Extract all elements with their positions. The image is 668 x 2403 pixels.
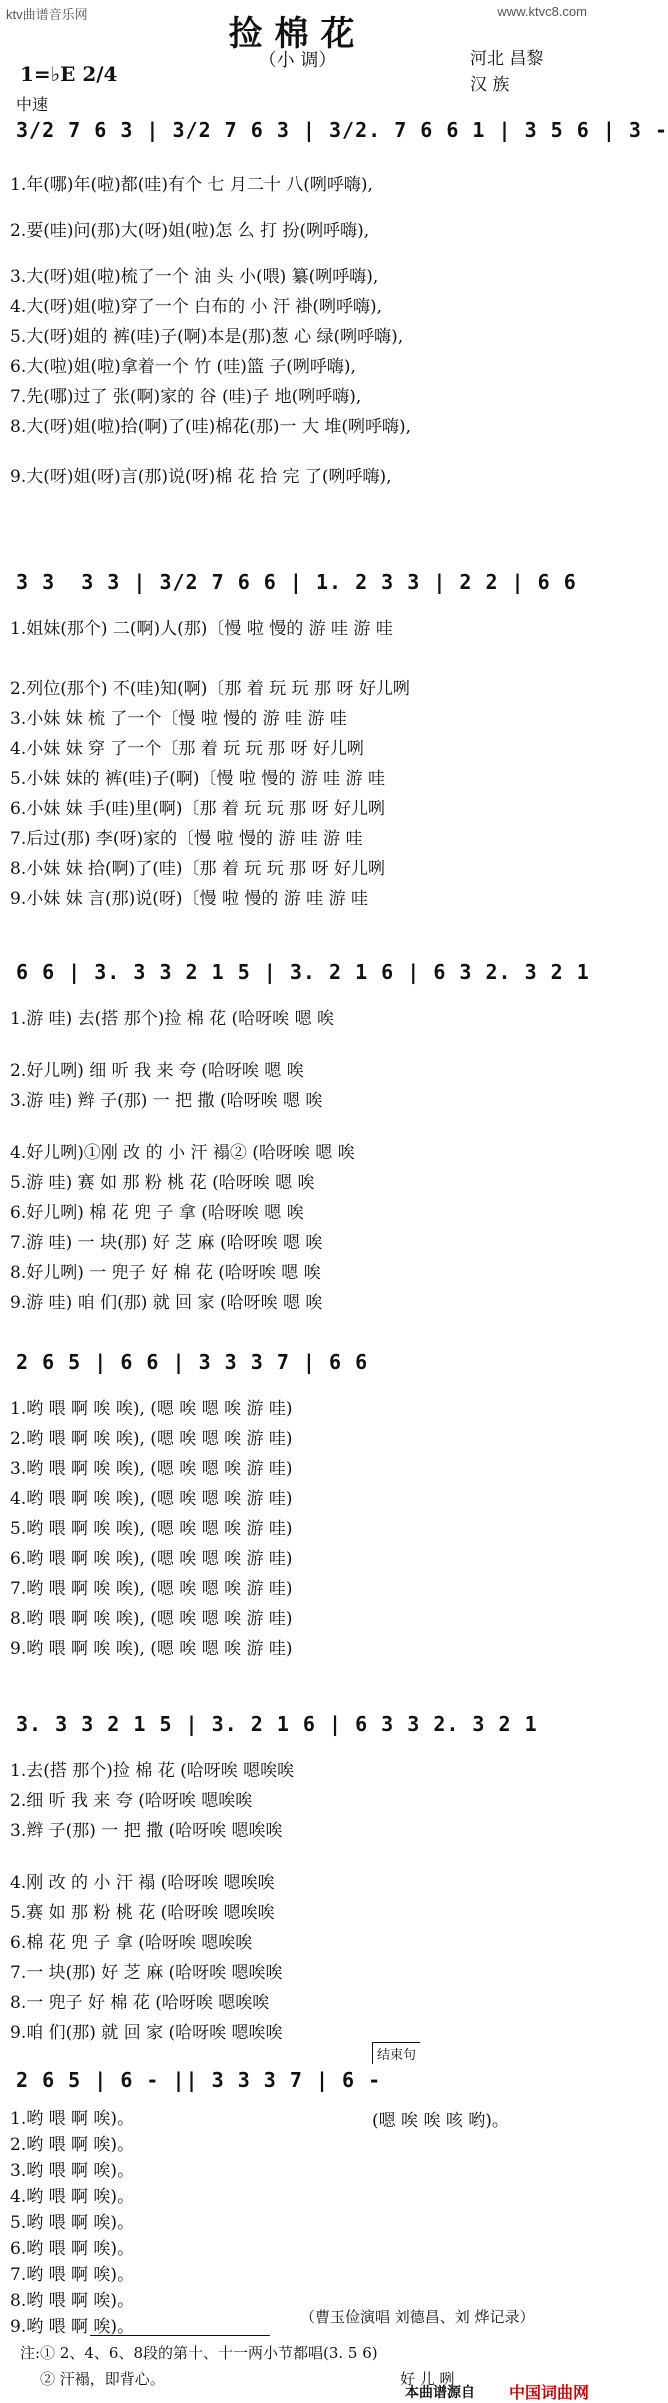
lyric-line: 1.哟 喂 啊 唉)。 xyxy=(10,2109,135,2129)
lyric-line: 6.好儿咧) 棉 花 兜 子 拿 (哈呀唉 嗯 唉 xyxy=(10,1203,304,1223)
lyric-line: 4.小妹 妹 穿 了一个〔那 着 玩 玩 那 呀 好儿咧 xyxy=(10,739,364,759)
lyric-line: 2.好儿咧) 细 听 我 来 夸 (哈呀唉 嗯 唉 xyxy=(10,1061,304,1081)
lyric-line: 6.大(啦)姐(啦)拿着一个 竹 (哇)篮 子(咧呼嗨), xyxy=(10,357,356,377)
lyric-line: 6.小妹 妹 手(哇)里(啊)〔那 着 玩 玩 那 呀 好儿咧 xyxy=(10,799,385,819)
lyric-line: 8.好儿咧) 一 兜子 好 棉 花 (哈呀唉 嗯 唉 xyxy=(10,1263,321,1283)
notation-line: 2 6 5 | 6 - || 3 3 3 7 | 6 - xyxy=(16,2068,382,2092)
lyric-line: 2.哟 喂 啊 唉)。 xyxy=(10,2135,135,2155)
lyric-line: 9.小妹 妹 言(那)说(呀)〔慢 啦 慢的 游 哇 游 哇 xyxy=(10,889,368,909)
ending-phrase-label: 结束句 xyxy=(372,2042,420,2064)
lyric-line: 6.棉 花 兜 子 拿 (哈呀唉 嗯唉唉 xyxy=(10,1933,253,1953)
footnote-divider xyxy=(90,2335,270,2336)
notation-line: 3/2 7 6 3 | 3/2 7 6 3 | 3/2. 7 6 6 1 | 3 5 6 | 3 - xyxy=(16,118,668,142)
lyric-line: 9.哟 喂 啊 唉)。 xyxy=(10,2317,135,2337)
lyric-line: 4.哟 喂 啊 唉 唉), (嗯 唉 嗯 唉 游 哇) xyxy=(10,1489,293,1509)
song-title: 捡棉花 xyxy=(228,14,367,54)
performer-credit: （曹玉俭演唱 刘德昌、刘 烨记录） xyxy=(300,2308,535,2326)
lyric-line: 4.刚 改 的 小 汗 褟 (哈呀唉 嗯唉唉 xyxy=(10,1873,275,1893)
lyric-line: 6.哟 喂 啊 唉)。 xyxy=(10,2239,135,2259)
lyric-line: 6.哟 喂 啊 唉 唉), (嗯 唉 嗯 唉 游 哇) xyxy=(10,1549,293,1569)
lyric-line: 5.大(呀)姐的 裤(哇)子(啊)本是(那)葱 心 绿(咧呼嗨), xyxy=(10,327,404,347)
lyric-line: 2.列位(那个) 不(哇)知(啊)〔那 着 玩 玩 那 呀 好儿咧 xyxy=(10,679,410,699)
lyrics-block xyxy=(10,1394,589,1664)
lyric-line: 4.哟 喂 啊 唉)。 xyxy=(10,2187,135,2207)
lyric-line: 5.哟 喂 啊 唉)。 xyxy=(10,2213,135,2233)
song-subtitle: （小 调） xyxy=(258,50,337,71)
key-signature: 1=♭E 2/4 xyxy=(20,62,118,86)
notation-line: 3 3 3 3 | 3/2 7 6 6 | 1. 2 3 3 | 2 2 | 6 6 xyxy=(16,570,577,594)
lyric-line: 1.去(搭 那个)捡 棉 花 (哈呀唉 嗯唉唉 xyxy=(10,1761,295,1781)
footnote-1: 注:① 2、4、6、8段的第十、十一两小节都唱(3. 5 6) xyxy=(20,2344,378,2362)
watermark-top-right: www.ktvc8.com xyxy=(497,4,587,19)
lyrics-block xyxy=(10,1004,589,1318)
lyric-line: 5.游 哇) 赛 如 那 粉 桃 花 (哈呀唉 嗯 唉 xyxy=(10,1173,315,1193)
lyric-line: 7.后过(那) 李(呀)家的〔慢 啦 慢的 游 哇 游 哇 xyxy=(10,829,363,849)
notation-line: 2 6 5 | 6 6 | 3 3 3 7 | 6 6 xyxy=(16,1350,369,1374)
lyric-line: 5.小妹 妹的 裤(哇)子(啊)〔慢 啦 慢的 游 哇 游 哇 xyxy=(10,769,385,789)
lyric-line: 5.哟 喂 啊 唉 唉), (嗯 唉 嗯 唉 游 哇) xyxy=(10,1519,293,1539)
lyric-line: 5.赛 如 那 粉 桃 花 (哈呀唉 嗯唉唉 xyxy=(10,1903,275,1923)
lyric-line: 4.好儿咧)①刚 改 的 小 汗 褟② (哈呀唉 嗯 唉 xyxy=(10,1143,355,1163)
lyric-line: 9.游 哇) 咱 们(那) 就 回 家 (哈呀唉 嗯 唉 xyxy=(10,1293,323,1313)
lyric-line: 7.先(哪)过了 张(啊)家的 谷 (哇)子 地(咧呼嗨), xyxy=(10,387,362,407)
lyric-line: 1.游 哇) 去(搭 那个)捡 棉 花 (哈呀唉 嗯 唉 xyxy=(10,1009,334,1029)
lyric-line: 3.小妹 妹 梳 了一个〔慢 啦 慢的 游 哇 游 哇 xyxy=(10,709,347,729)
footnote-1-lyric: 好 儿 咧 xyxy=(400,2370,455,2388)
lyric-line: 1.哟 喂 啊 唉 唉), (嗯 唉 嗯 唉 游 哇) xyxy=(10,1399,293,1419)
lyric-line: 9.咱 们(那) 就 回 家 (哈呀唉 嗯唉唉 xyxy=(10,2023,283,2043)
lyric-line: 3.哟 喂 啊 唉 唉), (嗯 唉 嗯 唉 游 哇) xyxy=(10,1459,293,1479)
lyrics-block xyxy=(10,170,589,492)
lyric-line: 3.哟 喂 啊 唉)。 xyxy=(10,2161,135,2181)
watermark-top-left: ktv曲谱音乐网 xyxy=(6,7,88,22)
song-ethnicity: 汉 族 xyxy=(470,75,510,95)
lyric-line: 3.游 哇) 辫 子(那) 一 把 撒 (哈呀唉 嗯 唉 xyxy=(10,1091,323,1111)
watermark-bottom-left: 本曲谱源自 xyxy=(405,2384,475,2400)
lyric-line: 7.哟 喂 啊 唉 唉), (嗯 唉 嗯 唉 游 哇) xyxy=(10,1579,293,1599)
lyric-line: 4.大(呀)姐(啦)穿了一个 白布的 小 汗 褂(咧呼嗨), xyxy=(10,297,383,317)
lyric-line: 7.游 哇) 一 块(那) 好 芝 麻 (哈呀唉 嗯 唉 xyxy=(10,1233,323,1253)
lyric-line: 8.哟 喂 啊 唉 唉), (嗯 唉 嗯 唉 游 哇) xyxy=(10,1609,293,1629)
lyric-line: 2.哟 喂 啊 唉 唉), (嗯 唉 嗯 唉 游 哇) xyxy=(10,1429,293,1449)
lyric-line: 8.哟 喂 啊 唉)。 xyxy=(10,2291,135,2311)
lyric-line: 8.小妹 妹 拾(啊)了(哇)〔那 着 玩 玩 那 呀 好儿咧 xyxy=(10,859,385,879)
lyric-line: 7.哟 喂 啊 唉)。 xyxy=(10,2265,135,2285)
notation-line: 6 6 | 3. 3 3 2 1 5 | 3. 2 1 6 | 6 3 2. 3 2 1 xyxy=(16,960,590,984)
lyric-line: 9.大(呀)姐(呀)言(那)说(呀)棉 花 拾 完 了(咧呼嗨), xyxy=(10,467,392,487)
lyric-line: 9.哟 喂 啊 唉 唉), (嗯 唉 嗯 唉 游 哇) xyxy=(10,1639,293,1659)
lyric-line: 3.大(呀)姐(啦)梳了一个 油 头 小(喂) 纂(咧呼嗨), xyxy=(10,267,379,287)
lyric-line: 8.大(呀)姐(啦)拾(啊)了(哇)棉花(那)一 大 堆(咧呼嗨), xyxy=(10,417,412,437)
lyric-line: 7.一 块(那) 好 芝 麻 (哈呀唉 嗯唉唉 xyxy=(10,1963,283,1983)
ending-lyric: (嗯 唉 唉 咳 哟)。 xyxy=(372,2111,509,2131)
lyric-line: 1.年(哪)年(啦)都(哇)有个 七 月二十 八(咧呼嗨), xyxy=(10,175,373,195)
notation-line: 3. 3 3 2 1 5 | 3. 2 1 6 | 6 3 3 2. 3 2 1 xyxy=(16,1712,538,1736)
lyric-line: 8.一 兜子 好 棉 花 (哈呀唉 嗯唉唉 xyxy=(10,1993,270,2013)
lyric-line: 1.姐妹(那个) 二(啊)人(那)〔慢 啦 慢的 游 哇 游 哇 xyxy=(10,619,393,639)
watermark-bottom-right: 中国词曲网 xyxy=(508,2385,589,2402)
tempo-marking: 中速 xyxy=(16,95,49,114)
song-region: 河北 昌黎 xyxy=(470,49,544,69)
lyric-line: 2.要(哇)问(那)大(呀)姐(啦)怎 么 打 扮(咧呼嗨), xyxy=(10,221,370,241)
lyrics-block xyxy=(10,1756,589,2048)
lyrics-block xyxy=(10,2106,310,2340)
lyric-line: 3.辫 子(那) 一 把 撒 (哈呀唉 嗯唉唉 xyxy=(10,1821,283,1841)
footnote-2: ② 汗褟，即背心。 xyxy=(40,2370,165,2388)
lyric-line: 2.细 听 我 来 夸 (哈呀唉 嗯唉唉 xyxy=(10,1791,253,1811)
lyrics-block xyxy=(10,614,589,914)
